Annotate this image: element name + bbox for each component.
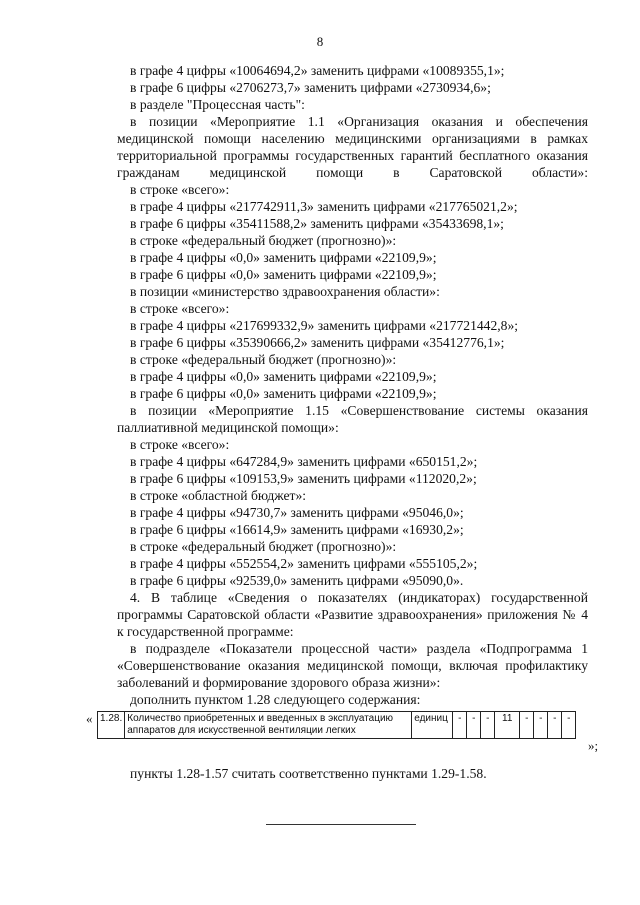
- value-cell: -: [520, 712, 534, 739]
- renumber-note: пункты 1.28-1.57 считать соответственно пунктами 1.29-1.58.: [130, 766, 487, 781]
- paragraph: в графе 6 цифры «35390666,2» заменить цифрами «35412776,1»;: [130, 335, 505, 350]
- paragraph: в графе 6 цифры «0,0» заменить цифрами «22109,9»;: [130, 267, 437, 282]
- paragraph: 4. В таблице «Сведения о показателях (индикаторах) государственной программы Саратовской области «Развитие здравоохранения» приложения № 4 к государственной программе:: [117, 590, 588, 639]
- paragraph: в строке «областной бюджет»:: [130, 488, 307, 503]
- table-close-quote: »;: [588, 738, 599, 753]
- paragraph: в подразделе «Показатели процессной части» раздела «Подпрограмма 1 «Совершенствование оказания медицинской помощи, включая профилактику заболеваний и формирование здорового образа жизни»:: [117, 641, 588, 690]
- paragraph: в строке «федеральный бюджет (прогнозно)»:: [130, 539, 397, 554]
- paragraph: в строке «федеральный бюджет (прогнозно)»:: [130, 233, 397, 248]
- paragraph: в графе 6 цифры «92539,0» заменить цифрами «95090,0».: [130, 573, 464, 588]
- paragraph: в графе 4 цифры «552554,2» заменить цифрами «555105,2»;: [130, 556, 478, 571]
- amendment-text: [117, 62, 588, 708]
- paragraph: в разделе "Процессная часть":: [130, 97, 305, 112]
- paragraph: в позиции «Мероприятие 1.1 «Организация оказания и обеспечения медицинской помощи населению медицинскими организациями в рамках территориальной программы государственных гарантий бесплатного оказания гражданам медицинской помощи в Саратовской области»:: [117, 114, 588, 180]
- table-open-quote: «: [86, 711, 93, 726]
- paragraph: в графе 4 цифры «10064694,2» заменить цифрами «10089355,1»;: [130, 63, 505, 78]
- table-row: [98, 712, 576, 739]
- unit-cell: единиц: [412, 712, 453, 739]
- paragraph: в графе 6 цифры «0,0» заменить цифрами «22109,9»;: [130, 386, 437, 401]
- value-cell: -: [453, 712, 467, 739]
- value-cell: -: [562, 712, 576, 739]
- paragraph: в строке «всего»:: [130, 437, 230, 452]
- value-cell: -: [481, 712, 495, 739]
- value-cell: -: [467, 712, 481, 739]
- paragraph: в графе 4 цифры «0,0» заменить цифрами «22109,9»;: [130, 369, 437, 384]
- paragraph: в графе 4 цифры «0,0» заменить цифрами «22109,9»;: [130, 250, 437, 265]
- paragraph: в позиции «Мероприятие 1.15 «Совершенствование системы оказания паллиативной медицинской помощи»:: [117, 403, 588, 435]
- paragraph: дополнить пунктом 1.28 следующего содержания:: [130, 692, 421, 707]
- end-rule: [266, 824, 416, 825]
- value-cell: -: [548, 712, 562, 739]
- paragraph: в графе 6 цифры «16614,9» заменить цифрами «16930,2»;: [130, 522, 464, 537]
- paragraph: в графе 4 цифры «647284,9» заменить цифрами «650151,2»;: [130, 454, 478, 469]
- row-number-cell: 1.28.: [98, 712, 125, 739]
- paragraph: в строке «всего»:: [130, 301, 230, 316]
- paragraph: в графе 4 цифры «217742911,3» заменить цифрами «217765021,2»;: [130, 199, 518, 214]
- inserted-indicator-table: [97, 711, 576, 739]
- value-cell: -: [534, 712, 548, 739]
- paragraph: в позиции «министерство здравоохранения области»:: [130, 284, 440, 299]
- paragraph: в графе 6 цифры «2706273,7» заменить цифрами «2730934,6»;: [130, 80, 491, 95]
- paragraph: в графе 6 цифры «109153,9» заменить цифрами «112020,2»;: [130, 471, 477, 486]
- paragraph: в графе 6 цифры «35411588,2» заменить цифрами «35433698,1»;: [130, 216, 504, 231]
- paragraph: в графе 4 цифры «94730,7» заменить цифрами «95046,0»;: [130, 505, 464, 520]
- page-number: 8: [316, 34, 324, 49]
- paragraph: в графе 4 цифры «217699332,9» заменить цифрами «217721442,8»;: [130, 318, 519, 333]
- paragraph: в строке «всего»:: [130, 182, 230, 197]
- paragraph: в строке «федеральный бюджет (прогнозно)»:: [130, 352, 397, 367]
- value-cell: 11: [495, 712, 520, 739]
- indicator-name-cell: Количество приобретенных и введенных в эксплуатацию аппаратов для искусственной вентиляции легких: [125, 712, 412, 739]
